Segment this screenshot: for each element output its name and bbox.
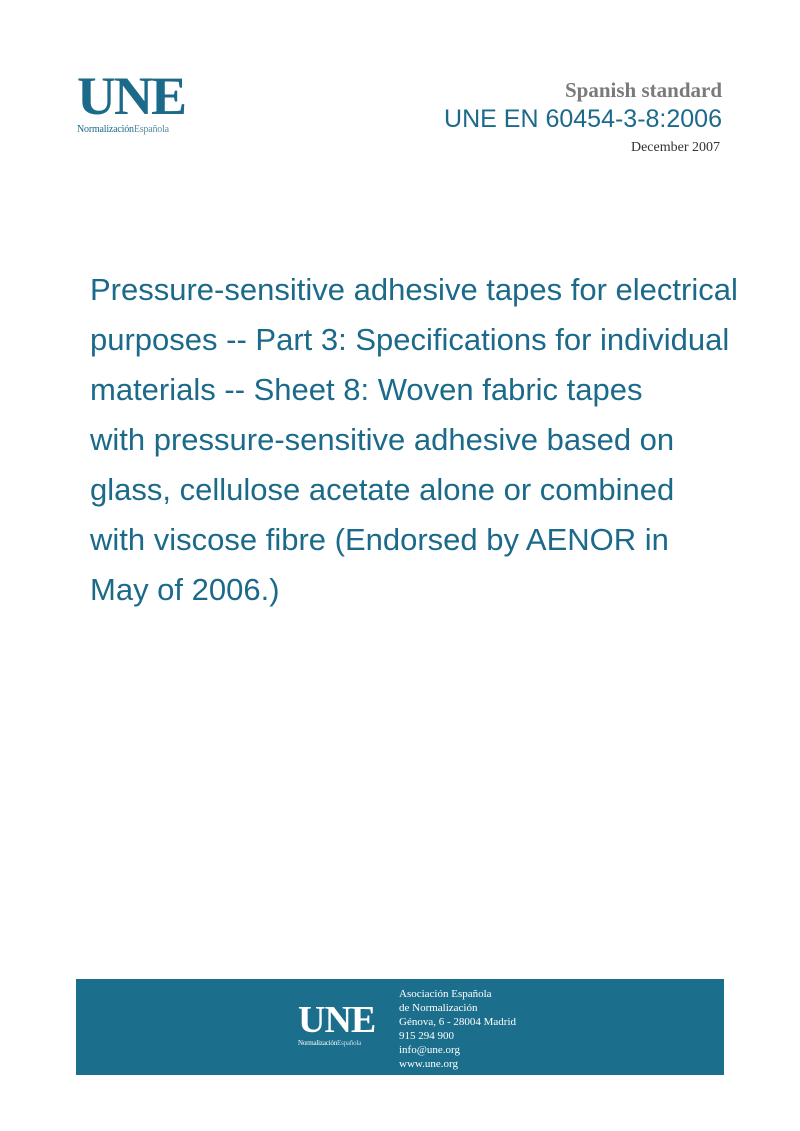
footer-phone: 915 294 900 <box>399 1030 454 1042</box>
footer-logo-sub-a: Normalización <box>298 1039 337 1047</box>
document-title <box>90 265 780 615</box>
footer-une-logo <box>298 999 376 1047</box>
title-line: May of 2006.) <box>90 572 280 607</box>
footer-email-link[interactable]: info@une.org <box>399 1044 460 1056</box>
title-line: Pressure-sensitive adhesive tapes for electrical <box>90 272 738 307</box>
footer-logo-sub-b: Española <box>337 1039 362 1047</box>
footer-logo-mark: UNE <box>298 999 376 1041</box>
footer-banner <box>76 979 724 1075</box>
footer-org-name-line1: Asociación Española <box>399 988 492 1000</box>
une-logo <box>77 66 186 135</box>
une-logo-sub-a: Normalización <box>77 124 134 135</box>
standard-label: Spanish standard <box>565 78 722 102</box>
footer-contact-info <box>399 987 516 1071</box>
une-logo-subtitle <box>77 124 185 135</box>
standard-date: December 2007 <box>630 140 720 155</box>
footer-address: Génova, 6 - 28004 Madrid <box>399 1016 517 1028</box>
footer-website-link[interactable]: www.une.org <box>399 1058 458 1070</box>
title-line: with pressure-sensitive adhesive based on <box>90 422 675 457</box>
title-line: materials -- Sheet 8: Woven fabric tapes <box>90 372 643 407</box>
une-logo-mark: UNE <box>77 66 186 126</box>
title-line: with viscose fibre (Endorsed by AENOR in <box>90 522 669 557</box>
standard-header <box>362 78 722 156</box>
footer-org-name-line2: de Normalización <box>399 1002 478 1014</box>
title-line: glass, cellulose acetate alone or combined <box>90 472 675 507</box>
standard-code: UNE EN 60454-3-8:2006 <box>444 105 722 133</box>
title-line: purposes -- Part 3: Specifications for individual <box>90 322 730 357</box>
une-logo-sub-b: Española <box>133 124 169 135</box>
